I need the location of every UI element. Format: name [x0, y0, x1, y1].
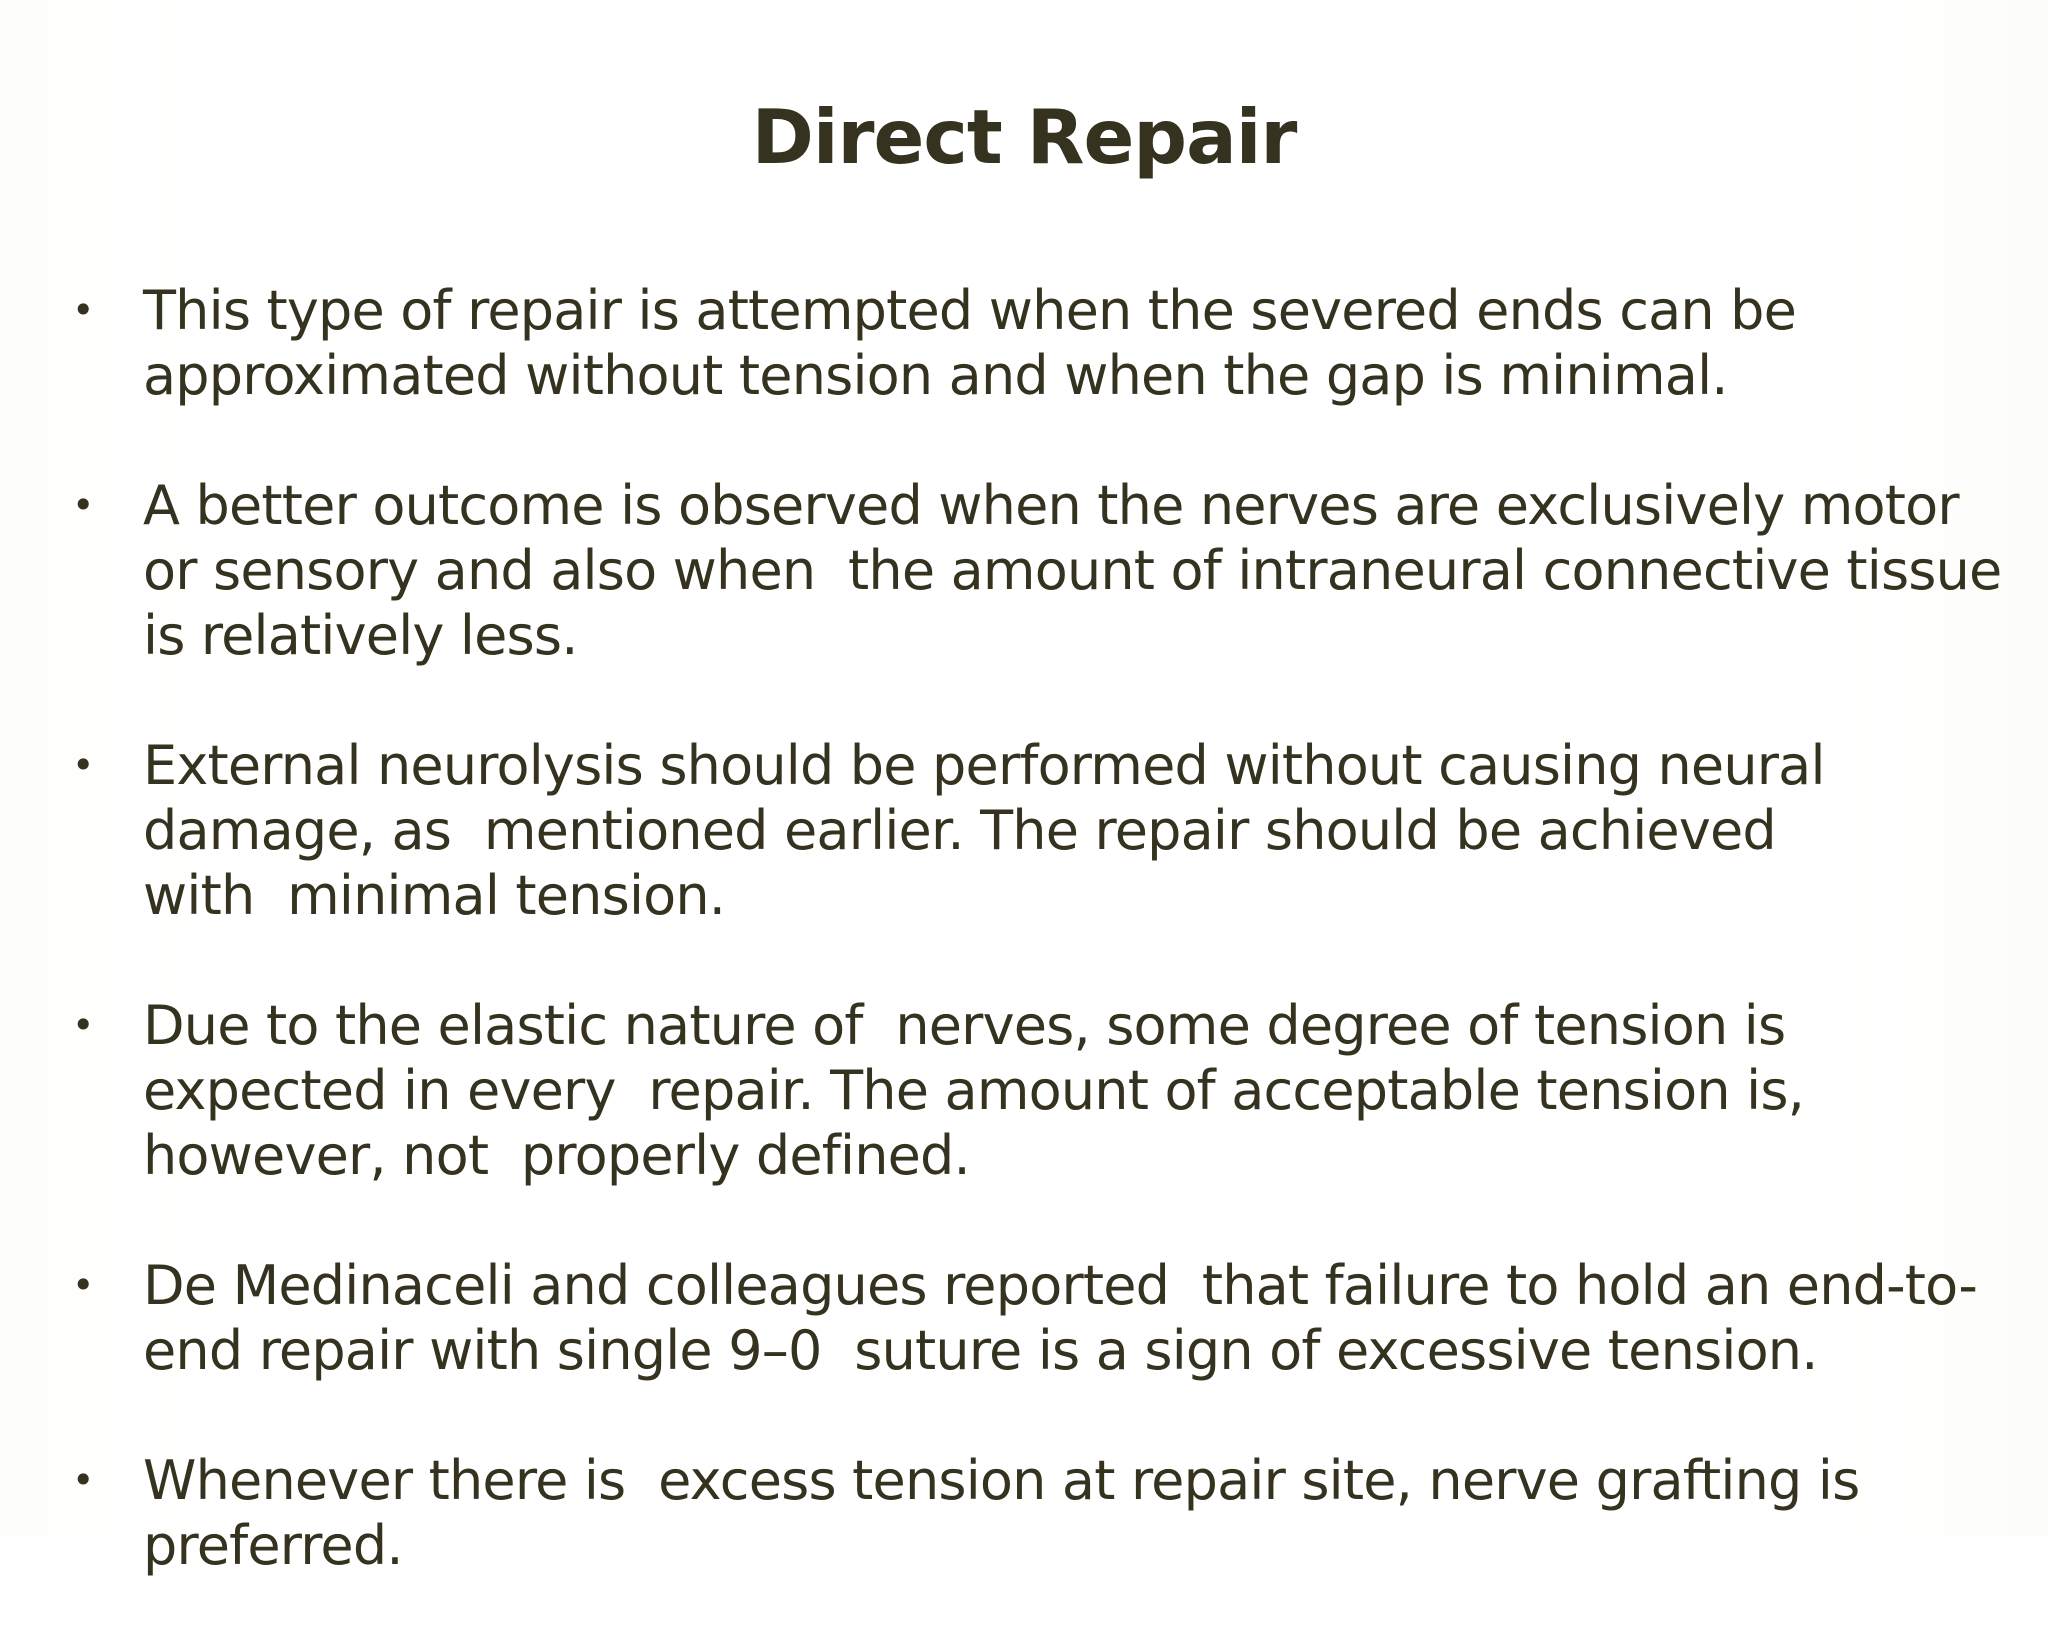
- bullet-item: [72, 473, 2022, 668]
- bullet-item: [72, 993, 2022, 1188]
- bullet-text-line: expected in every repair. The amount of acceptable tension is,: [143, 1059, 1805, 1122]
- bullet-dot: •: [72, 288, 94, 332]
- bullet-text-line: approximated without tension and when the gap is minimal.: [143, 344, 1728, 407]
- bullet-text-line: A better outcome is observed when the nerves are exclusively motor: [143, 474, 1959, 537]
- bullet-text-line: Whenever there is excess tension at repair site, nerve grafting is: [143, 1449, 1860, 1512]
- bullet-dot: •: [72, 1458, 94, 1502]
- bullet-text-line: damage, as mentioned earlier. The repair should be achieved: [143, 799, 1776, 862]
- bullet-item: [72, 1448, 2022, 1578]
- bullet-item: [72, 278, 2022, 408]
- bullet-dot: •: [72, 483, 94, 527]
- bullet-text-line: with minimal tension.: [143, 864, 726, 927]
- bullet-text-line: De Medinaceli and colleagues reported that failure to hold an end-to-: [143, 1254, 1978, 1317]
- bullet-item: [72, 733, 2022, 928]
- bullet-text-line: preferred.: [143, 1514, 403, 1577]
- bullet-text-line: This type of repair is attempted when the severed ends can be: [143, 279, 1797, 342]
- bullet-dot: •: [72, 1003, 94, 1047]
- bullet-text-line: Due to the elastic nature of nerves, some degree of tension is: [143, 994, 1786, 1057]
- bullet-text-line: or sensory and also when the amount of intraneural connective tissue: [143, 539, 2002, 602]
- bullet-item: [72, 1253, 2022, 1383]
- bullet-text-line: however, not properly defined.: [143, 1124, 970, 1187]
- bullet-text-line: External neurolysis should be performed without causing neural: [143, 734, 1825, 797]
- bullet-text-line: is relatively less.: [143, 604, 578, 667]
- bullet-list: [72, 278, 2022, 1643]
- bullet-text-line: end repair with single 9–0 suture is a sign of excessive tension.: [143, 1319, 1818, 1382]
- slide-title: Direct Repair: [751, 93, 1297, 181]
- bullet-dot: •: [72, 1263, 94, 1307]
- bullet-dot: •: [72, 743, 94, 787]
